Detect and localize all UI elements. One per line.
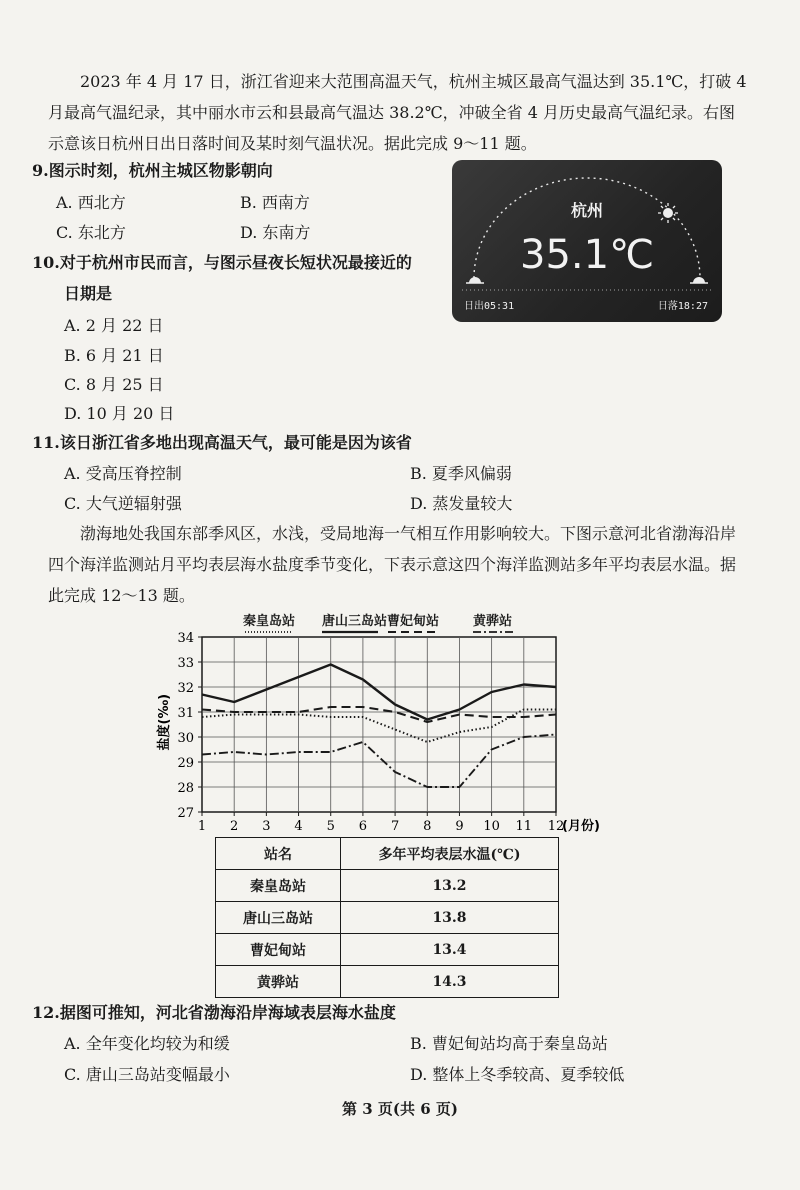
q9-option-b[interactable]: B. 西南方 [240,193,310,212]
y-tick-label: 33 [177,656,194,671]
question-10-stem-line2: 日期是 [64,284,113,303]
table-cell-station: 曹妃甸站 [216,934,341,966]
q10-option-a[interactable]: A. 2 月 22 日 [64,316,164,335]
y-tick-label: 28 [177,781,194,796]
intro-paragraph-2: 渤海地处我国东部季风区，水浅，受局地海一气相互作用影响较大。下图示意河北省渤海沿岸四个海洋监测站月平均表层海水盐度季节变化，下表示意这四个海洋监测站多年平均表层水温。据此完成 12～13 题。 [48,524,737,605]
series-line-dashdot [202,735,556,788]
question-9-stem: 9.图示时刻，杭州主城区物影朝向 [32,161,273,180]
x-tick-label: 12 [547,819,565,834]
question-10-stem-line1: 10.对于杭州市民而言，与图示昼夜长短状况最接近的 [32,253,412,272]
q10-option-c[interactable]: C. 8 月 25 日 [64,375,164,394]
table-header-station: 站名 [216,838,341,870]
page-footer: 第 3 页(共 6 页) [342,1100,458,1118]
x-tick-label: 1 [197,819,207,834]
x-tick-label: 4 [294,819,303,834]
q9-option-d[interactable]: D. 东南方 [240,223,311,242]
y-tick-label: 30 [177,731,194,746]
x-tick-label: 11 [515,819,533,834]
table-header-row [216,838,559,870]
legend-label-huanghua: 黄骅站 [473,614,513,629]
table-row [216,934,559,966]
table-cell-temperature: 14.3 [341,966,559,998]
table-header-temperature: 多年平均表层水温(℃) [341,838,559,870]
question-11-stem: 11.该日浙江省多地出现高温天气，最可能是因为该省 [32,433,412,452]
y-tick-label: 29 [177,756,194,771]
y-tick-label: 32 [177,681,194,696]
q11-option-a[interactable]: A. 受高压脊控制 [64,464,182,483]
intro-paragraph-1: 2023 年 4 月 17 日，浙江省迎来大范围高温天气，杭州主城区最高气温达到 35.1℃，打破 4 月最高气温纪录，其中丽水市云和县最高气温达 38.2℃，冲破全省 4 月历史最高气温纪录。右图示意该日杭州日出日落时间及某时刻气温状况。据此完成 9～11 题。 [48,72,747,153]
x-tick-label: 8 [423,819,432,834]
legend-label-qinhuangdao: 秦皇岛站 [243,614,296,629]
table-row [216,902,559,934]
x-tick-label: 3 [262,819,271,834]
series-line-solid [202,665,556,720]
card-temperature: 35.1℃ [520,232,654,278]
x-tick-label: 5 [326,819,335,834]
x-axis-label: (月份) [562,819,600,834]
y-tick-label: 31 [177,706,194,721]
table-row [216,966,559,998]
sun-time-card [452,160,722,322]
table-cell-station: 唐山三岛站 [216,902,341,934]
q11-option-b[interactable]: B. 夏季风偏弱 [410,464,512,483]
plot-frame [202,637,556,812]
q12-option-d[interactable]: D. 整体上冬季较高、夏季较低 [410,1065,625,1084]
x-tick-label: 9 [455,819,464,834]
x-tick-label: 10 [483,819,500,834]
legend-label-tangshan: 唐山三岛站 [322,614,388,629]
x-tick-label: 7 [390,819,400,834]
table-cell-temperature: 13.2 [341,870,559,902]
q10-option-b[interactable]: B. 6 月 21 日 [64,346,164,365]
y-tick-label: 34 [177,631,194,646]
salinity-line-chart [0,625,800,855]
x-tick-label: 2 [230,819,239,834]
q12-option-a[interactable]: A. 全年变化均较为和缓 [64,1034,230,1053]
table-cell-station: 秦皇岛站 [216,870,341,902]
q11-option-d[interactable]: D. 蒸发量较大 [410,494,513,513]
card-sunset-time: 日落18:27 [657,301,708,312]
question-12-stem: 12.据图可推知，河北省渤海沿岸海域表层海水盐度 [32,1003,396,1022]
q12-option-b[interactable]: B. 曹妃甸站均高于秦皇岛站 [410,1034,608,1053]
card-city-name: 杭州 [570,201,603,220]
q9-option-a[interactable]: A. 西北方 [56,193,126,212]
y-axis-label: 盐度(‰) [157,693,172,751]
card-sunrise-time: 日出05:31 [464,301,515,312]
q10-option-d[interactable]: D. 10 月 20 日 [64,404,175,423]
q12-option-c[interactable]: C. 唐山三岛站变幅最小 [64,1065,230,1084]
table-cell-temperature: 13.4 [341,934,559,966]
table-cell-station: 黄骅站 [216,966,341,998]
water-temperature-table [215,837,559,998]
q9-option-c[interactable]: C. 东北方 [56,223,126,242]
table-cell-temperature: 13.8 [341,902,559,934]
x-tick-label: 6 [358,819,368,834]
y-tick-label: 27 [177,806,194,821]
table-row [216,870,559,902]
legend-label-caofeidian: 曹妃甸站 [387,614,440,629]
q11-option-c[interactable]: C. 大气逆辐射强 [64,494,182,513]
